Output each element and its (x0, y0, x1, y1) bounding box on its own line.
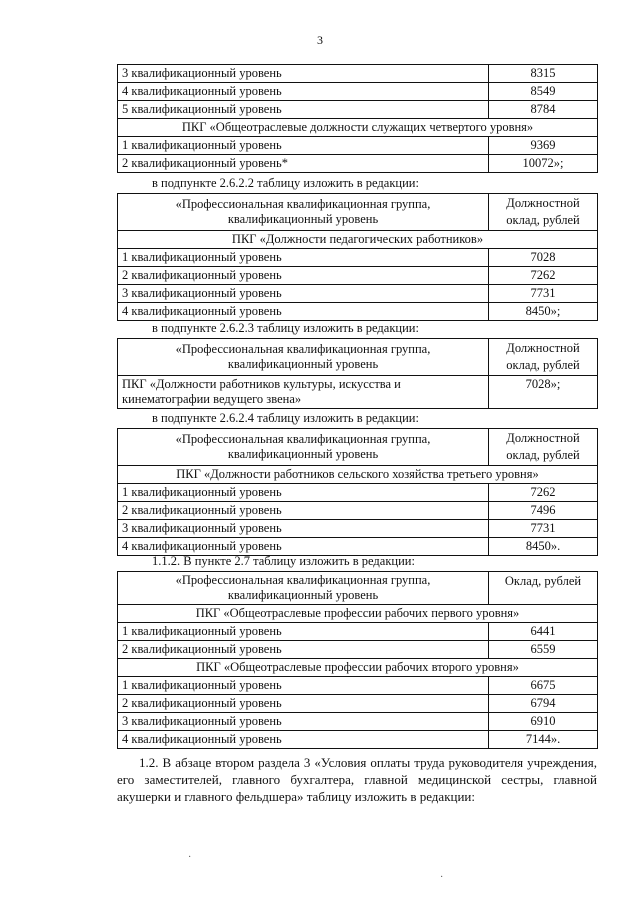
table-workers (117, 571, 598, 749)
header-row (118, 194, 598, 231)
table-row (118, 502, 598, 520)
table-row (118, 677, 598, 695)
table-row (118, 267, 598, 285)
table-row (118, 285, 598, 303)
salary-value: 8450»; (489, 303, 598, 321)
salary-value: 7028 (489, 249, 598, 267)
group-label: ПКГ «Должности работников культуры, искусства и кинематографии ведущего звена» (118, 376, 489, 409)
table-row (118, 249, 598, 267)
header-right: Должностной оклад, рублей (489, 194, 598, 231)
salary-value: 7731 (489, 285, 598, 303)
salary-value: 8549 (489, 83, 598, 101)
table-ppkg-servants (117, 64, 598, 173)
table-row (118, 695, 598, 713)
scan-speck: · (440, 872, 444, 883)
header-row (118, 572, 598, 605)
salary-value: 10072»; (489, 155, 598, 173)
salary-value: 6559 (489, 641, 598, 659)
group-row (118, 119, 598, 137)
group-title: ПКГ «Должности педагогических работников» (118, 231, 598, 249)
table-row (118, 713, 598, 731)
table-row (118, 376, 598, 409)
table-row (118, 65, 598, 83)
salary-value: 6675 (489, 677, 598, 695)
level-label: 1 квалификационный уровень (118, 137, 489, 155)
header-left: «Профессиональная квалификационная группа, квалификационный уровень (118, 339, 489, 376)
group-row (118, 605, 598, 623)
salary-value: 7144». (489, 731, 598, 749)
header-right: Оклад, рублей (489, 572, 598, 605)
level-label: 1 квалификационный уровень (118, 249, 489, 267)
group-title: ПКГ «Общеотраслевые должности служащих четвертого уровня» (118, 119, 598, 137)
group-row (118, 466, 598, 484)
header-row (118, 339, 598, 376)
salary-value: 6910 (489, 713, 598, 731)
intro-text: 1.1.2. В пункте 2.7 таблицу изложить в редакции: (152, 554, 415, 568)
table-row (118, 484, 598, 502)
level-label: 4 квалификационный уровень (118, 303, 489, 321)
level-label: 2 квалификационный уровень (118, 502, 489, 520)
header-left: «Профессиональная квалификационная группа, квалификационный уровень (118, 572, 489, 605)
level-label: 3 квалификационный уровень (118, 65, 489, 83)
table-row (118, 538, 598, 556)
table-agriculture-staff (117, 428, 598, 556)
intro-text: в подпункте 2.6.2.3 таблицу изложить в редакции: (152, 321, 419, 335)
header-right: Должностной оклад, рублей (489, 339, 598, 376)
body-paragraph: 1.2. В абзаце втором раздела 3 «Условия оплаты труда руководителя учреждения, его заместителей, главного бухгалтера, главной медицинской сестры, главной акушерки и главного фельдшера» таблицу изложить в редакции: (117, 755, 597, 804)
table-culture-staff (117, 338, 598, 409)
intro-text: в подпункте 2.6.2.4 таблицу изложить в редакции: (152, 411, 419, 425)
table-row (118, 731, 598, 749)
level-label: 1 квалификационный уровень (118, 484, 489, 502)
page-number: 3 (317, 33, 323, 47)
group-title: ПКГ «Общеотраслевые профессии рабочих первого уровня» (118, 605, 598, 623)
level-label: 1 квалификационный уровень (118, 623, 489, 641)
level-label: 3 квалификационный уровень (118, 285, 489, 303)
salary-value: 6441 (489, 623, 598, 641)
table-row (118, 137, 598, 155)
level-label: 4 квалификационный уровень (118, 731, 489, 749)
salary-value: 8450». (489, 538, 598, 556)
table-row (118, 83, 598, 101)
group-title: ПКГ «Должности работников сельского хозяйства третьего уровня» (118, 466, 598, 484)
level-label: 2 квалификационный уровень (118, 695, 489, 713)
table-row (118, 101, 598, 119)
salary-value: 7262 (489, 484, 598, 502)
group-title: ПКГ «Общеотраслевые профессии рабочих второго уровня» (118, 659, 598, 677)
table-row (118, 623, 598, 641)
level-label: 2 квалификационный уровень (118, 267, 489, 285)
salary-value: 7731 (489, 520, 598, 538)
table-row (118, 303, 598, 321)
level-label: 2 квалификационный уровень (118, 641, 489, 659)
salary-value: 8784 (489, 101, 598, 119)
scan-speck: · (188, 852, 192, 863)
group-row (118, 659, 598, 677)
intro-text: в подпункте 2.6.2.2 таблицу изложить в редакции: (152, 176, 419, 190)
level-label: 3 квалификационный уровень (118, 520, 489, 538)
level-label: 1 квалификационный уровень (118, 677, 489, 695)
group-row (118, 231, 598, 249)
salary-value: 7262 (489, 267, 598, 285)
table-row (118, 155, 598, 173)
level-label: 4 квалификационный уровень (118, 83, 489, 101)
level-label: 5 квалификационный уровень (118, 101, 489, 119)
salary-value: 6794 (489, 695, 598, 713)
level-label: 2 квалификационный уровень* (118, 155, 489, 173)
salary-value: 7496 (489, 502, 598, 520)
table-row (118, 520, 598, 538)
table-teaching-staff (117, 193, 598, 321)
header-left: «Профессиональная квалификационная группа, квалификационный уровень (118, 429, 489, 466)
header-right: Должностной оклад, рублей (489, 429, 598, 466)
header-row (118, 429, 598, 466)
salary-value: 8315 (489, 65, 598, 83)
table-row (118, 641, 598, 659)
salary-value: 7028»; (489, 376, 598, 409)
salary-value: 9369 (489, 137, 598, 155)
level-label: 4 квалификационный уровень (118, 538, 489, 556)
level-label: 3 квалификационный уровень (118, 713, 489, 731)
header-left: «Профессиональная квалификационная группа, квалификационный уровень (118, 194, 489, 231)
